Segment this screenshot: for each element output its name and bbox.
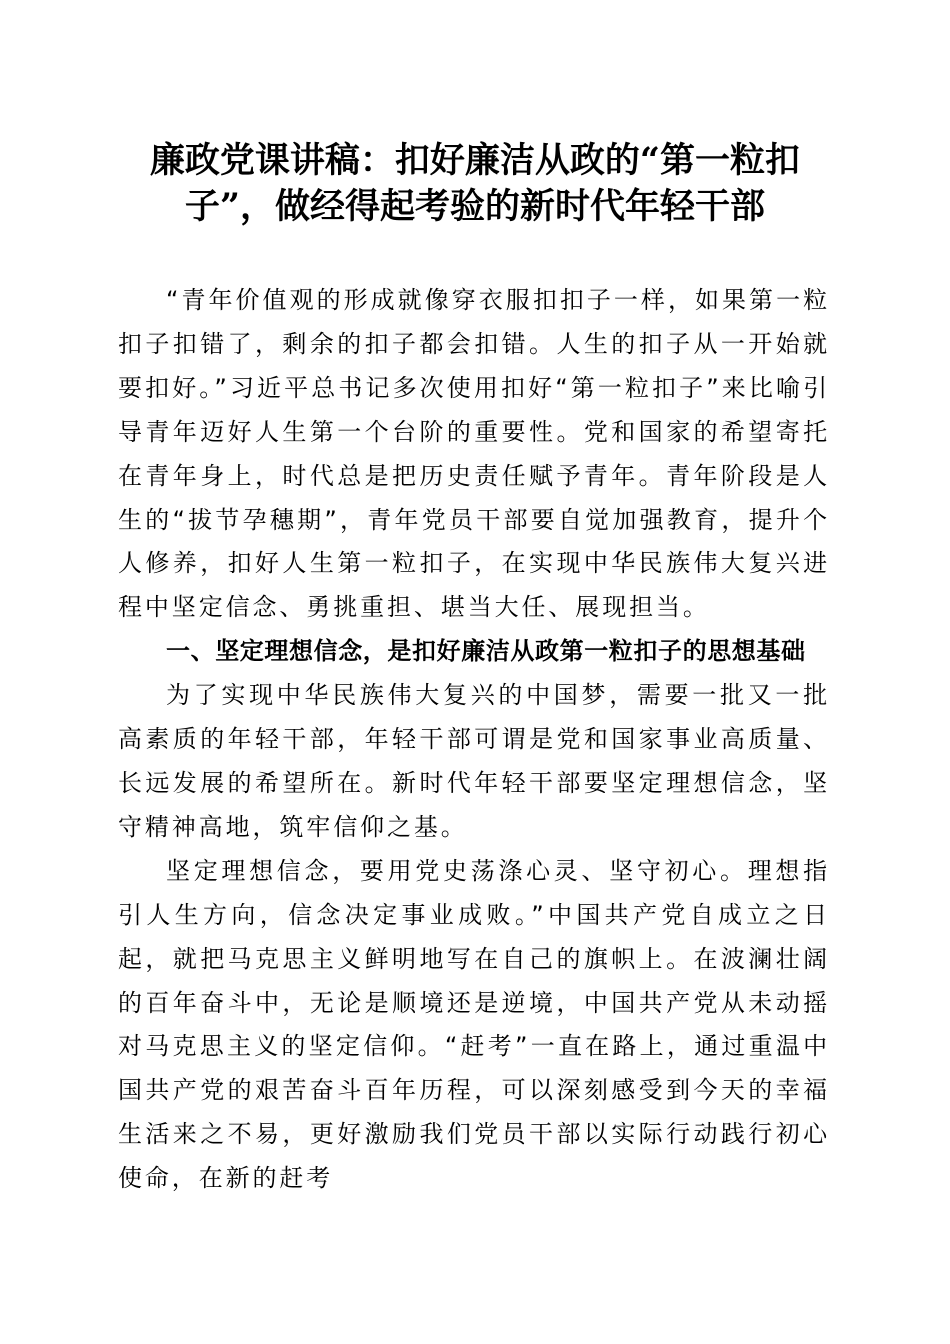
document-title bbox=[120, 138, 830, 230]
section-1-paragraph-2: 坚定理想信念，要用党史荡涤心灵、坚守初心。理想指引人生方向，信念决定事业成败。”中国共产党自成立之日起，就把马克思主义鲜明地写在自己的旗帜上。在波澜壮阔的百年奋斗中，无论是顺境还是逆境，中国共产党从未动摇对马克思主义的坚定信仰。“赶考”一直在路上，通过重温中国共产党的艰苦奋斗百年历程，可以深刻感受到今天的幸福生活来之不易，更好激励我们党员干部以实际行动践行初心使命，在新的赶考 bbox=[118, 856, 830, 1193]
section-1-heading: 一、坚定理想信念，是扣好廉洁从政第一粒扣子的思想基础 bbox=[166, 637, 806, 666]
intro-paragraph: “青年价值观的形成就像穿衣服扣扣子一样，如果第一粒扣子扣错了，剩余的扣子都会扣错。人生的扣子从一开始就要扣好。”习近平总书记多次使用扣好“第一粒扣子”来比喻引导青年迈好人生第一个台阶的重要性。党和国家的希望寄托在青年身上，时代总是把历史责任赋予青年。青年阶段是人生的“拔节孕穗期”，青年党员干部要自觉加强教育，提升个人修养，扣好人生第一粒扣子，在实现中华民族伟大复兴进程中坚定信念、勇挑重担、堪当大任、展现担当。 bbox=[118, 286, 830, 622]
title-line-1: 廉政党课讲稿：扣好廉洁从政的“第一粒扣 bbox=[149, 140, 801, 181]
section-1-paragraph-1: 为了实现中华民族伟大复兴的中国梦，需要一批又一批高素质的年轻干部，年轻干部可谓是党和国家事业高质量、长远发展的希望所在。新时代年轻干部要坚定理想信念，坚守精神高地，筑牢信仰之基。 bbox=[118, 681, 830, 841]
title-line-2: 子”，做经得起考验的新时代年轻干部 bbox=[184, 186, 766, 227]
document-body bbox=[118, 279, 830, 1201]
